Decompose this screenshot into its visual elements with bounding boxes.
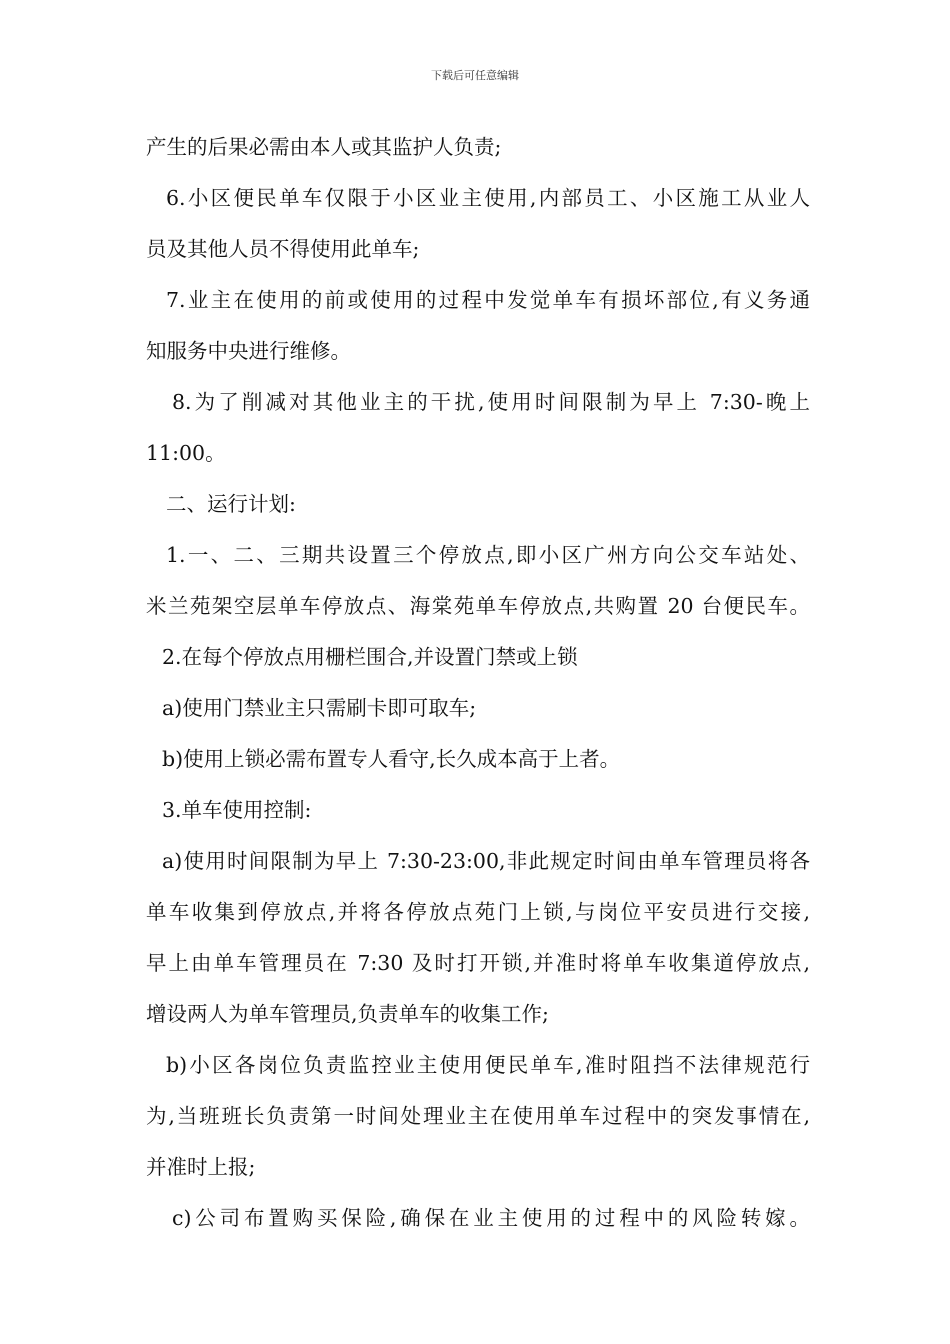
document-body	[146, 130, 810, 1252]
text-line: 早上由单车管理员在 7:30 及时打开锁,并准时将单车收集道停放点,	[146, 951, 810, 975]
text-line: a)使用时间限制为早上 7:30-23:00,非此规定时间由单车管理员将各	[162, 849, 810, 873]
text-line: 产生的后果必需由本人或其监护人负责;	[146, 135, 502, 159]
text-line: a)使用门禁业主只需刷卡即可取车;	[162, 696, 477, 720]
text-line: 6.小区便民单车仅限于小区业主使用,内部员工、小区施工从业人	[166, 186, 810, 210]
text-line: 二、运行计划:	[166, 492, 296, 516]
text-line: 11:00。	[146, 441, 226, 465]
text-line: 3.单车使用控制:	[162, 798, 312, 822]
page-header: 下载后可任意编辑	[431, 69, 519, 82]
text-line: 为,当班班长负责第一时间处理业主在使用单车过程中的突发事情在,	[146, 1104, 810, 1128]
text-line: 8.为了削减对其他业主的干扰,使用时间限制为早上 7:30-晚上	[172, 390, 810, 414]
text-line: 7.业主在使用的前或使用的过程中发觉单车有损坏部位,有义务通	[166, 288, 810, 312]
text-line: c)公司布置购买保险,确保在业主使用的过程中的风险转嫁。	[172, 1206, 810, 1230]
text-line: 单车收集到停放点,并将各停放点苑门上锁,与岗位平安员进行交接,	[146, 900, 810, 924]
text-line: b)使用上锁必需布置专人看守,长久成本高于上者。	[162, 747, 621, 771]
text-line: 1.一、二、三期共设置三个停放点,即小区广州方向公交车站处、	[166, 543, 810, 567]
text-line: 并准时上报;	[146, 1155, 256, 1179]
text-line: 增设两人为单车管理员,负责单车的收集工作;	[146, 1002, 549, 1026]
text-line: 知服务中央进行维修。	[146, 339, 351, 363]
text-line: 米兰苑架空层单车停放点、海棠苑单车停放点,共购置 20 台便民车。	[146, 594, 810, 618]
text-line: 2.在每个停放点用栅栏围合,并设置门禁或上锁	[162, 645, 578, 669]
text-line: 员及其他人员不得使用此单车;	[146, 237, 420, 261]
text-line: b)小区各岗位负责监控业主使用便民单车,准时阻挡不法律规范行	[166, 1053, 810, 1077]
